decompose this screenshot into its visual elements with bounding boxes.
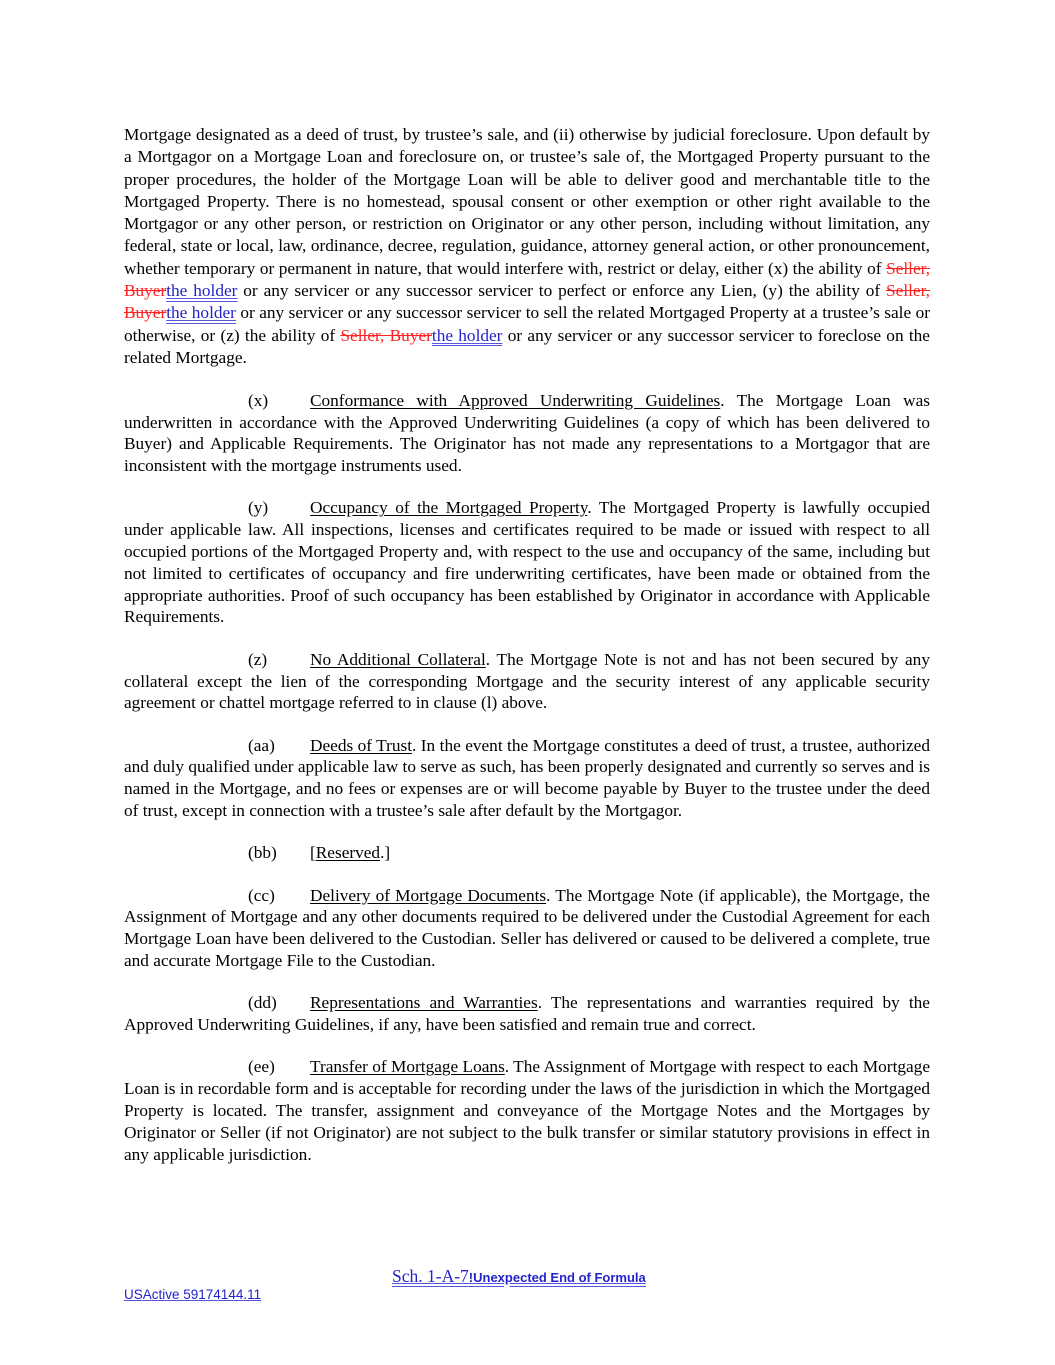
section-label: (ee) bbox=[248, 1057, 275, 1077]
section-label: (bb) bbox=[248, 843, 277, 863]
section-cc bbox=[124, 885, 930, 972]
inserted-text[interactable]: the holder bbox=[166, 303, 236, 323]
document-page bbox=[124, 124, 930, 1186]
inserted-text[interactable]: the holder bbox=[431, 325, 503, 345]
inserted-text[interactable]: the holder bbox=[166, 281, 238, 301]
deleted-text: Seller, Buyer bbox=[124, 281, 930, 323]
heading-punct: . bbox=[546, 885, 556, 905]
section-body: The Mortgage Loan was underwritten in accordance with the Approved Underwriting Guidelines (a copy of which has been delivered to Buyer) and Applicable Requirements. The Originator has not made any representations to a Mortgagor that are inconsistent with the mortgage instruments used. bbox=[124, 390, 930, 476]
section-heading: Reserved bbox=[315, 843, 381, 863]
intro-text-4: or any servicer or any successor servicer to foreclose on the related Mortgage. bbox=[124, 325, 930, 367]
deleted-text: Seller, Buyer bbox=[340, 325, 432, 345]
section-heading: Conformance with Approved Underwriting Guidelines bbox=[310, 390, 721, 410]
heading-punct: . bbox=[504, 1057, 514, 1077]
section-body: The Mortgage Note is not and has not been secured by any collateral except the lien of the corresponding Mortgage and the security interest of any applicable security agreement or chattel mortgage referred to in clause (l) above. bbox=[124, 649, 930, 713]
section-x bbox=[124, 390, 930, 477]
heading-punct: . bbox=[412, 735, 421, 755]
section-heading: No Additional Collateral bbox=[310, 649, 486, 669]
section-z bbox=[124, 649, 930, 714]
deleted-text: Seller, Buyer bbox=[124, 258, 930, 301]
section-label: (dd) bbox=[248, 993, 277, 1013]
heading-punct: . bbox=[485, 649, 497, 669]
page-reference[interactable] bbox=[392, 1266, 646, 1287]
heading-punct: . bbox=[720, 390, 737, 410]
section-body: The Mortgaged Property is lawfully occupied under applicable law. All inspections, licenses and certificates required to be made or issued with respect to all occupied portions of the Mortgaged Property and, with respect to the use and occupancy of the same, including but not limited to certificates of occupancy and fire underwriting certificates, have been made or obtained from the appropriate authorities. Proof of such occupancy has been established by Originator in accordance with Applicable Requirements. bbox=[124, 498, 930, 627]
section-y bbox=[124, 497, 930, 628]
heading-prefix: [ bbox=[310, 843, 316, 863]
section-heading: Deeds of Trust bbox=[310, 735, 413, 755]
section-ee bbox=[124, 1056, 930, 1165]
section-aa bbox=[124, 735, 930, 822]
section-heading: Representations and Warranties bbox=[310, 993, 538, 1013]
section-label: (x) bbox=[248, 390, 269, 410]
document-id-link[interactable]: USActive 59174144.11 bbox=[124, 1287, 262, 1302]
heading-punct: .] bbox=[380, 843, 391, 863]
section-body: The Assignment of Mortgage with respect to each Mortgage Loan is in recordable form and is acceptable for recording under the laws of the jurisdiction in which the Mortgaged Property is located. The transfer, assignment and conveyance of the Mortgage Notes and the Mortgages by Originator or Seller (if not Originator) are not subject to the bulk transfer or similar statutory provisions in effect in any applicable jurisdiction. bbox=[124, 1057, 930, 1164]
section-body: The representations and warranties required by the Approved Underwriting Guidelines, if any, have been satisfied and remain true and correct. bbox=[124, 993, 930, 1035]
intro-paragraph bbox=[124, 124, 930, 369]
section-dd bbox=[124, 992, 930, 1036]
section-heading: Delivery of Mortgage Documents bbox=[310, 885, 547, 905]
section-label: (y) bbox=[248, 498, 269, 518]
heading-punct: . bbox=[537, 993, 551, 1013]
section-label: (z) bbox=[248, 649, 268, 669]
section-bb bbox=[124, 842, 930, 864]
formula-error-text: !Unexpected End of Formula bbox=[468, 1270, 646, 1285]
section-body: The Mortgage Note (if applicable), the Mortgage, the Assignment of Mortgage and any other documents required to be delivered under the Custodial Agreement for each Mortgage Loan have been delivered to the Custodian. Seller has delivered or caused to be delivered a complete, true and accurate Mortgage File to the Custodian. bbox=[124, 885, 930, 970]
intro-text-1: Mortgage designated as a deed of trust, by trustee’s sale, and (ii) otherwise by judicial foreclosure. Upon default by a Mortgagor on a Mortgage Loan and foreclosure on, or trustee’s sale of, the Mortgaged Property pursuant to the proper procedures, the holder of the Mortgage Loan will be able to deliver good and merchantable title to the Mortgaged Property. There is no homestead, spousal consent or other exemption or other right available to the Mortgagor or any other person, or restriction on Originator or any other person, including without limitation, any federal, state or local, law, ordinance, decree, regulation, guidance, attorney general action, or other pronouncement, whether temporary or permanent in nature, that would interfere with, restrict or delay, either (x) the ability of bbox=[124, 125, 930, 278]
section-heading: Transfer of Mortgage Loans bbox=[310, 1057, 505, 1077]
heading-punct: . bbox=[587, 498, 599, 518]
section-label: (aa) bbox=[248, 735, 275, 755]
section-body: In the event the Mortgage constitutes a deed of trust, a trustee, authorized and duly qualified under applicable law to serve as such, has been properly designated and currently so serves and is named in the Mortgage, and no fees or expenses are or will become payable by Buyer to the trustee under the deed of trust, except in connection with a trustee’s sale after default by the Mortgagor. bbox=[124, 735, 930, 821]
intro-text-3: or any servicer or any successor servicer to sell the related Mortgaged Property at a trustee’s sale or otherwise, or (z) the ability of bbox=[124, 303, 930, 345]
intro-text-2: or any servicer or any successor servicer to perfect or enforce any Lien, (y) the ability of bbox=[237, 281, 887, 301]
section-heading: Occupancy of the Mortgaged Property bbox=[310, 498, 588, 518]
page-ref-text: Sch. 1-A-7 bbox=[392, 1266, 469, 1286]
section-label: (cc) bbox=[248, 885, 275, 905]
